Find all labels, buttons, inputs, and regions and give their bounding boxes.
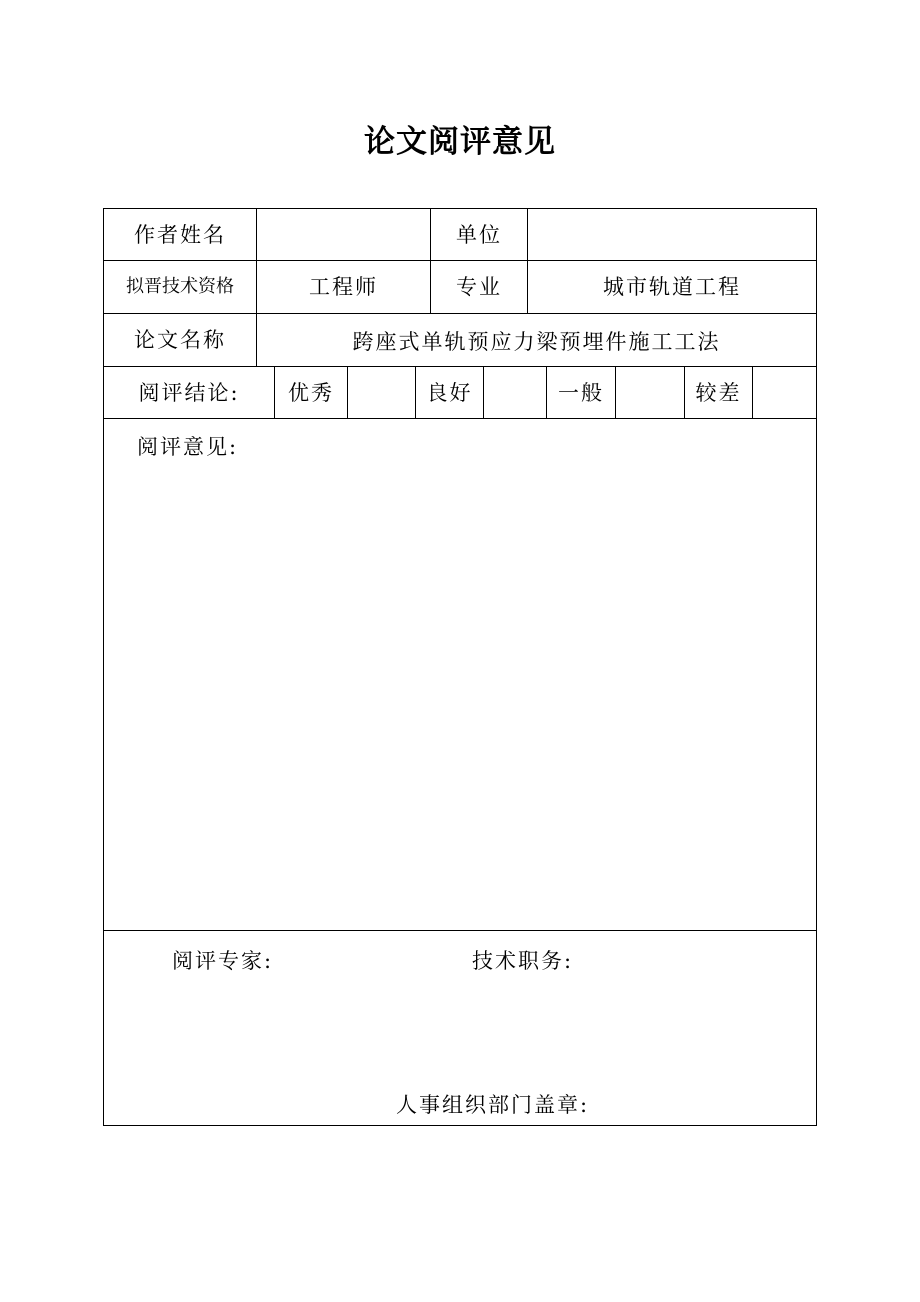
grade-average-label: 一般 bbox=[558, 381, 604, 405]
major-value: 城市轨道工程 bbox=[603, 275, 741, 299]
reviewer-label: 阅评专家: bbox=[172, 949, 274, 973]
grade-excellent-checkbox[interactable] bbox=[348, 367, 415, 419]
unit-label: 单位 bbox=[456, 223, 502, 247]
opinion-text-area[interactable] bbox=[104, 469, 816, 929]
grade-excellent-label: 优秀 bbox=[288, 381, 334, 405]
page-title: 论文阅评意见 bbox=[364, 124, 556, 160]
conclusion-label: 阅评结论: bbox=[138, 381, 240, 405]
row-divider bbox=[104, 930, 816, 931]
stamp-label: 人事组织部门盖章: bbox=[396, 1093, 590, 1117]
grade-poor-label: 较差 bbox=[695, 381, 742, 405]
qualification-label: 拟晋技术资格 bbox=[126, 276, 234, 297]
unit-field[interactable] bbox=[528, 209, 816, 261]
author-name-label: 作者姓名 bbox=[134, 223, 226, 247]
grade-good-checkbox[interactable] bbox=[484, 367, 546, 419]
review-form-table bbox=[103, 208, 817, 1126]
grade-poor-checkbox[interactable] bbox=[753, 367, 816, 419]
paper-name-label: 论文名称 bbox=[134, 328, 226, 352]
position-label: 技术职务: bbox=[472, 949, 574, 973]
author-name-field[interactable] bbox=[257, 209, 430, 261]
qualification-value: 工程师 bbox=[309, 275, 378, 299]
major-label: 专业 bbox=[456, 275, 502, 299]
grade-average-checkbox[interactable] bbox=[616, 367, 684, 419]
paper-name-value: 跨座式单轨预应力梁预埋件施工工法 bbox=[352, 330, 721, 354]
opinion-label: 阅评意见: bbox=[137, 435, 239, 459]
grade-good-label: 良好 bbox=[426, 381, 473, 405]
